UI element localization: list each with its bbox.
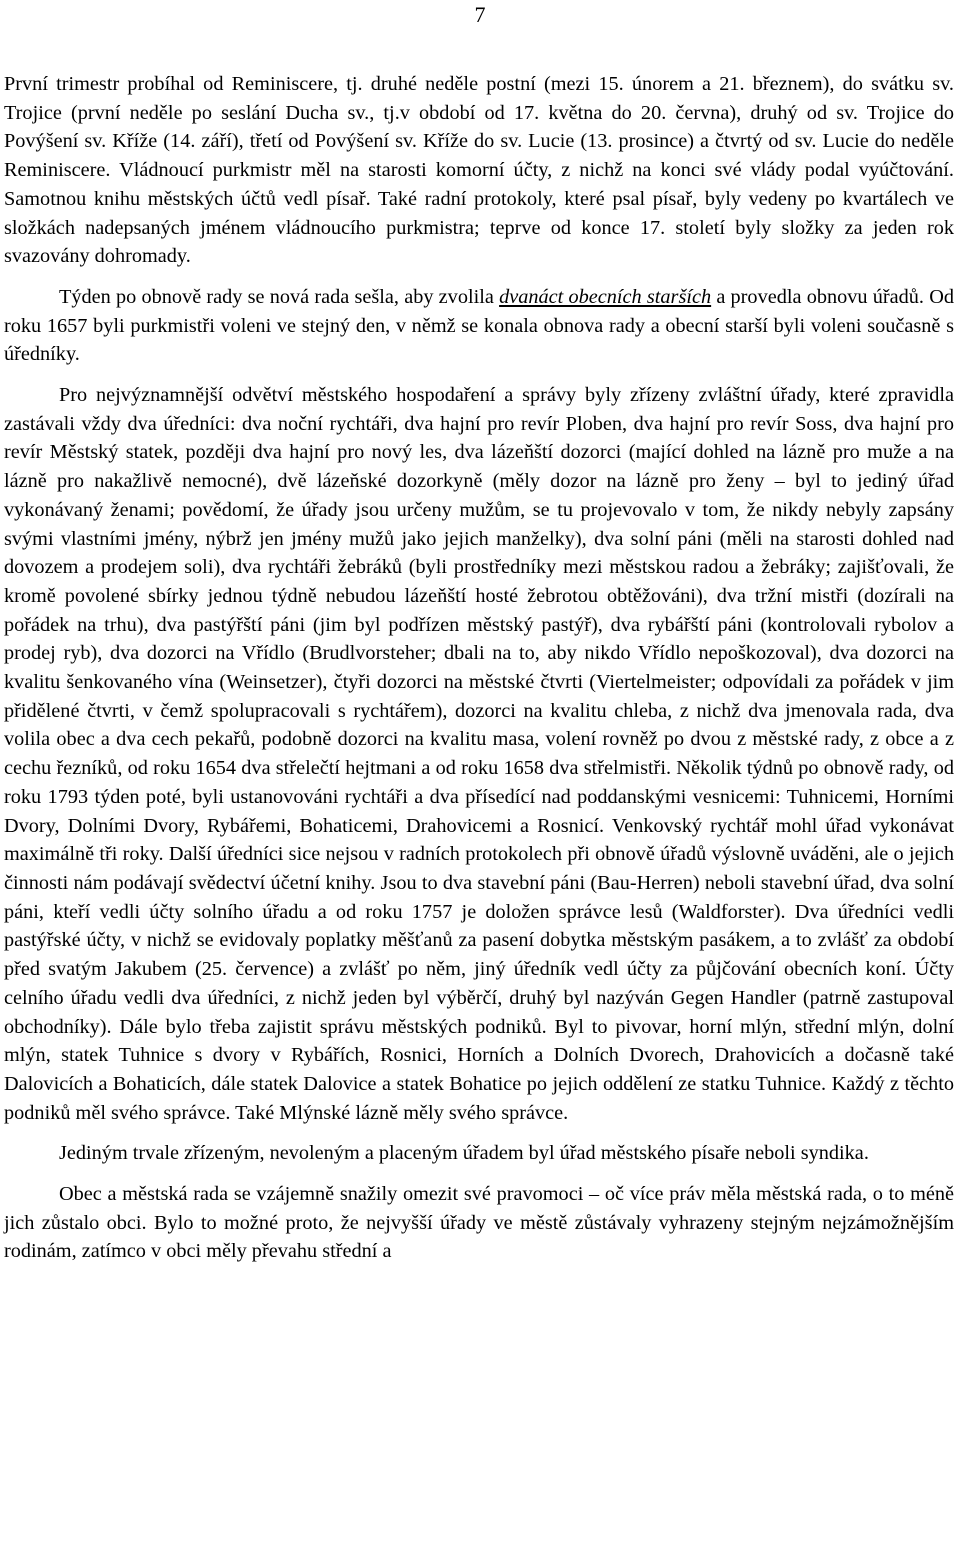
paragraph-1: První trimestr probíhal od Reminiscere, tj. druhé neděle postní (mezi 15. únorem a 21. březnem), do svátku sv. Trojice (první neděle po seslání Ducha sv., tj.v období od 17. května do 20. června), druhý od sv. Trojice do Povýšení sv. Kříže (14. září), třetí od Povýšení sv. Kříže do sv. Lucie (13. prosince) a čtvrtý od sv. Lucie do neděle Reminiscere. Vládnoucí purkmistr měl na starosti komorní účty, z nichž na konci své vlády podal vyúčtování. Samotnou knihu městských účtů vedl písař. Také radní protokoly, které psal písař, byly vedeny po kvartálech ve složkách nadepsaných jménem vládnoucího purkmistra; teprve od konce 17. století byly složky za jeden rok svazovány dohromady. bbox=[4, 73, 954, 268]
page-number: 7 bbox=[474, 2, 486, 27]
paragraph-5: Obec a městská rada se vzájemně snažily omezit své pravomoci – oč více práv měla městská rada, o to méně jich zůstalo obci. Bylo to možné proto, že nejvyšší úřady ve městě zůstávaly vyhrazeny stejným nejzámožnějším rodinám, zatímco v obci měly převahu střední a bbox=[4, 1183, 954, 1263]
paragraph-2-before: Týden po obnově rady se nová rada sešla, aby zvolila bbox=[59, 285, 500, 308]
paragraph-2-after: a provedla obnovu úřadů. Od roku 1657 byli purkmistři voleni ve stejný den, v němž se konala obnova rady a obecní starší byli voleni současně s úředníky. bbox=[4, 285, 954, 366]
document-body bbox=[4, 70, 954, 1266]
paragraph-2 bbox=[4, 283, 954, 369]
paragraph-3: Pro nejvýznamnější odvětví městského hospodaření a správy byly zřízeny zvláštní úřady, které zpravidla zastávali vždy dva úředníci: dva noční rychtáři, dva hajní pro revír Ploben, dva hajní pro revír Soss, dva hajní pro revír Městský statek, později dva hajní pro nový les, dva lázeňští dozorci (mající dohled na lázně pro muže a na lázně pro nakažlivě nemocné), dvě lázeňské dozorkyně (měly dozor na lázně pro ženy – byl to jediný úřad vykonávaný ženami; povědomí, že úřady jsou určeny mužům, se tu projevovalo v tom, že nikdy nebyly zapsány svými vlastními jmény, nýbrž jen jmény mužů jako jejich manželky), dva solní páni (měli na starosti dohled nad dovozem a prodejem soli), dva rychtáři žebráků (byli prostředníky mezi městskou radou a žebráky; zajišťovali, že kromě povolené sbírky jednou týdně nebudou lázeňští hosté žebrotou obtěžováni), dva tržní mistři (dozírali na pořádek na trhu), dva pastýřští páni (jim byl podřízen městský pastýř), dva rybářští páni (kontrolovali rybolov a prodej ryb), dva dozorci na Vřídlo (Brudlvorsteher; dbali na to, aby nikdo Vřídlo nepoškozoval), dva dozorci na kvalitu šenkovaného vína (Weinsetzer), čtyři dozorci na městské čtvrti (Viertelmeister; odpovídali za pořádek v jim přidělené čtvrti, v čemž spolupracovali s rychtářem), dozorci na kvalitu chleba, z nichž dva jmenovala rada, dva volila obec a dva cech pekařů, podobně dozorci na kvalitu masa, volení rovněž po dvou z městské rady, z obce a z cechu řezníků, od roku 1654 dva střelečtí hejtmani a od roku 1658 dva střelmistři. Několik týdnů po obnově rady, od roku 1793 týden poté, byli ustanovováni rychtáři a dva přísedící nad poddanskými vesnicemi: Tuhnicemi, Horními Dvory, Dolními Dvory, Rybářemi, Bohaticemi, Drahovicemi a Rosnicí. Venkovský rychtář mohl úřad vykonávat maximálně tři roky. Další úředníci sice nejsou v radních protokolech při obnově úřadů výslovně uváděni, ale o jejich činnosti nám podávají svědectví účetní knihy. Jsou to dva stavební páni (Bau-Herren) neboli stavební úřad, dva solní páni, kteří vedli účty solního úřadu a od roku 1757 je doložen správce lesů (Waldforster). Dva úředníci vedli pastýřské účty, v nichž se evidovaly poplatky měšťanů za pasení dobytka městským pasákem, a to zvlášť za období před svatým Jakubem (25. července) a zvlášť po něm, jiný úředník vedl účty za půjčování obecních koní. Účty celního úřadu vedli dva úředníci, z nichž jeden byl výběrčí, druhý byl nazýván Gegen Handler (patrně zastupoval obchodníky). Dále bylo třeba zajistit správu městských podniků. Byl to pivovar, horní mlýn, střední mlýn, dolní mlýn, statek Tuhnice s dvory v Rybářích, Rosnici, Horních a Dolních Dvorech, Drahovicích a dočasně také Dalovicích a Bohaticích, dále statek Dalovice a statek Bohatice po jejich oddělení ze statku Tuhnice. Každý z těchto podniků měl svého správce. Také Mlýnské lázně měly svého správce. bbox=[4, 384, 954, 1124]
underlined-phrase: dvanáct obecních starších bbox=[499, 285, 712, 308]
paragraph-4: Jediným trvale zřízeným, nevoleným a placeným úřadem byl úřad městského písaře neboli syndika. bbox=[59, 1142, 869, 1165]
